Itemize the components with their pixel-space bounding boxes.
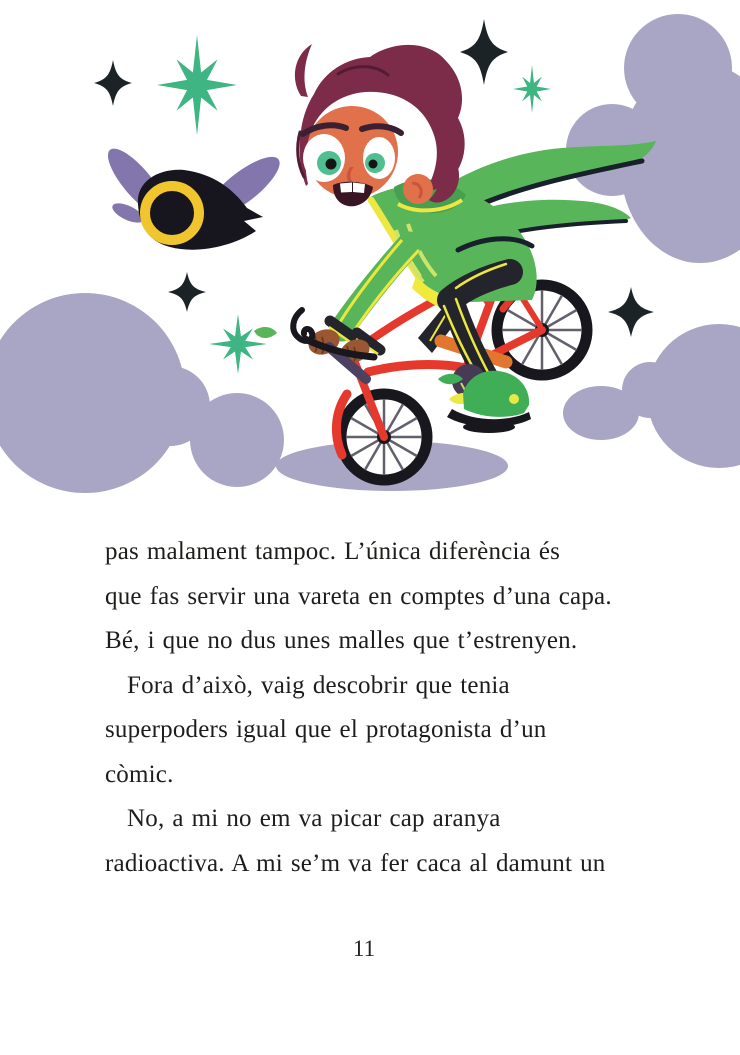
text-line: Fora d’això, vaig descobrir que tenia	[127, 671, 510, 699]
page-text	[105, 530, 685, 886]
text-line: pas malament tampoc. L’única diferència és	[105, 538, 561, 565]
illustration	[0, 0, 740, 512]
bird	[99, 141, 287, 250]
green-star-icon	[157, 35, 237, 135]
sparkle-star-icon	[608, 287, 654, 337]
text-line: superpoders igual que el protagonista d’un	[105, 716, 547, 743]
mouth	[333, 182, 373, 207]
grip-tip	[254, 327, 277, 338]
sparkle-star-icon	[168, 272, 206, 312]
shoe	[438, 364, 531, 433]
green-star-icon	[513, 65, 551, 113]
eye-right	[363, 137, 395, 179]
text-line: que fas servir una vareta en comptes d’una capa.	[105, 582, 612, 610]
text-line: còmic.	[105, 760, 174, 788]
text-line: radioactiva. A mi se’m va fer caca al damunt un	[105, 849, 606, 877]
text-line: No, a mi no em va picar cap aranya	[127, 805, 501, 832]
page-number: 11	[352, 936, 376, 961]
head	[295, 44, 465, 206]
green-star-icon	[209, 314, 267, 374]
sparkle-star-icon	[94, 60, 132, 106]
sparkle-star-icon	[460, 19, 508, 85]
sole-shadow	[463, 421, 515, 433]
eye-left	[303, 134, 345, 182]
ear	[403, 174, 433, 204]
cloud-top-right	[566, 14, 740, 263]
text-line: Bé, i que no dus unes malles que t’estrenyen.	[105, 627, 578, 654]
